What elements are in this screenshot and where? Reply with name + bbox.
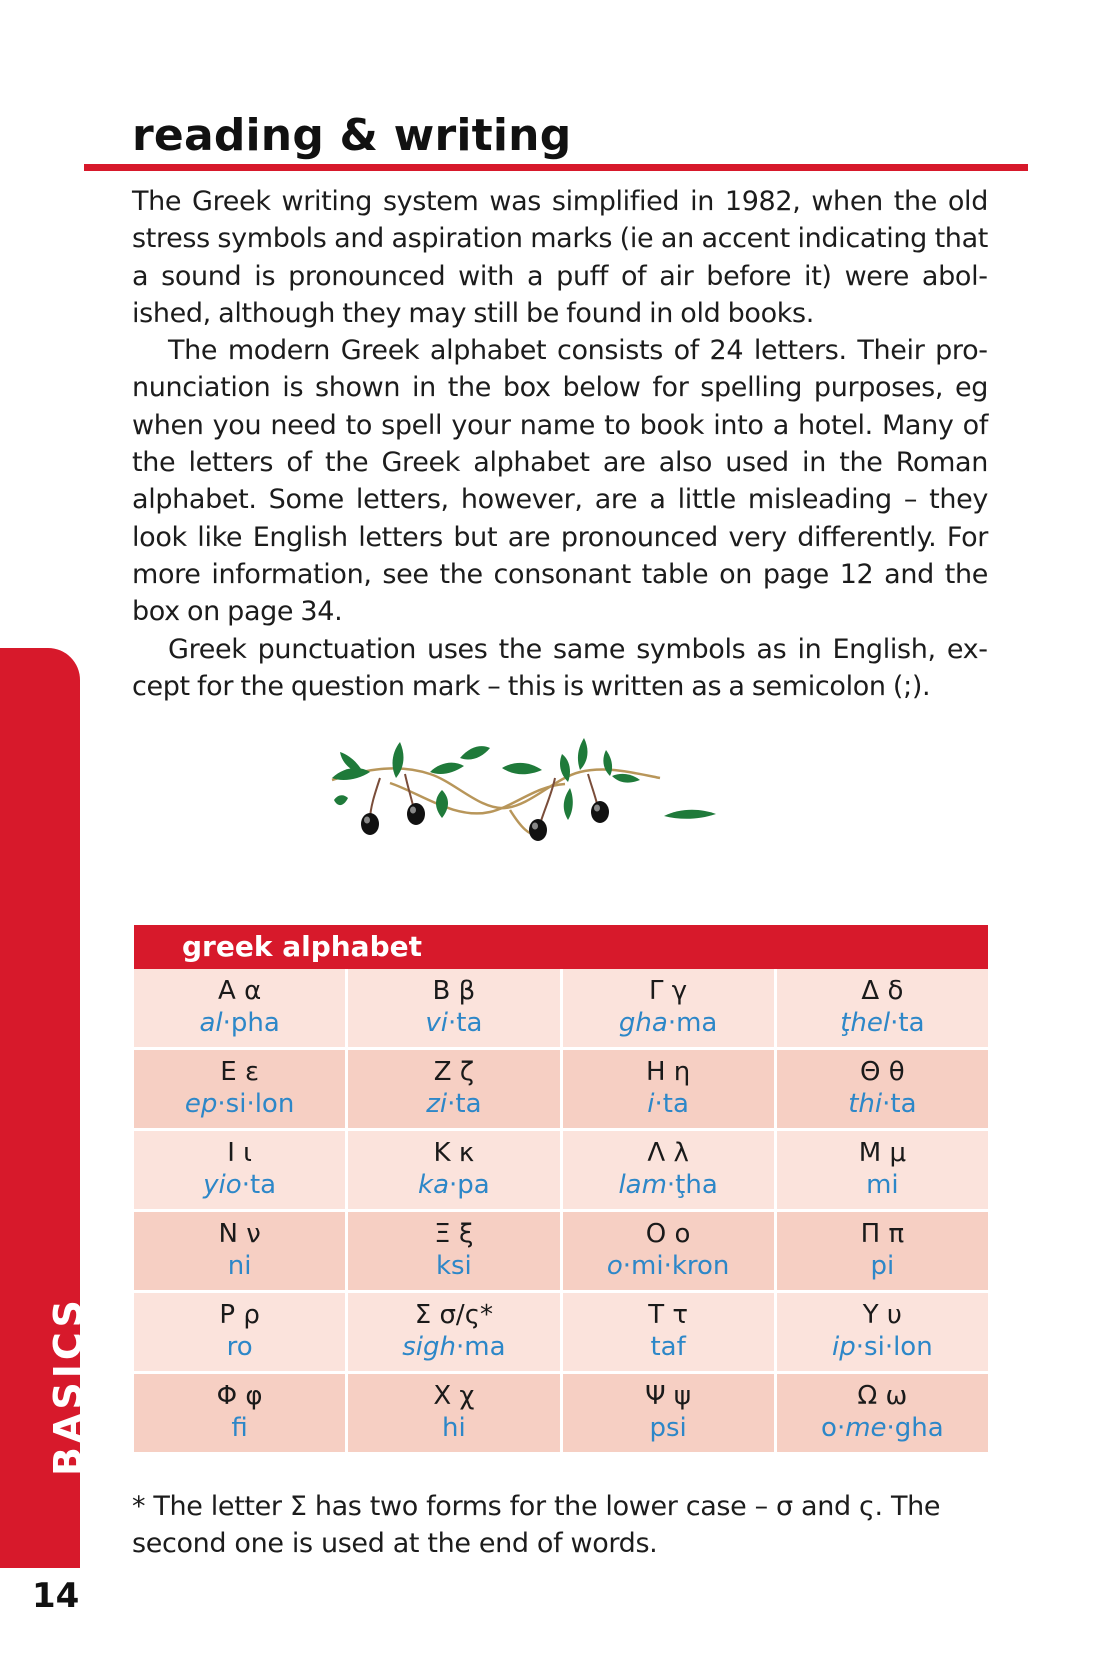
greek-letter: Χ χ: [433, 1381, 475, 1411]
pronunciation: [348, 1412, 559, 1444]
greek-letter: Π π: [860, 1219, 905, 1249]
greek-alphabet-title: greek alphabet: [134, 925, 988, 969]
pronunciation: [777, 1250, 988, 1282]
letter-cell: [563, 1212, 774, 1290]
pronunciation: [134, 1250, 345, 1282]
greek-letter: Η η: [645, 1057, 691, 1087]
letter-cell: [777, 1050, 988, 1128]
pronunciation: [348, 1088, 559, 1120]
letter-cell: [348, 1374, 559, 1452]
stressed-syllable: vi: [425, 1008, 448, 1038]
letter-cell: [348, 1293, 559, 1371]
letter-cell: [134, 1131, 345, 1209]
paragraph-1: The Greek writing system was simplified in 1982, when the old stress symbols and aspiration marks (ie an accent indicating that a sound is pronounced with a puff of air before it) were abolished, although they may still be found in old books.: [132, 186, 988, 329]
letter-cell: [563, 1293, 774, 1371]
greek-letter: Α α: [218, 976, 262, 1006]
greek-letter: Ι ι: [227, 1138, 252, 1168]
greek-letter: Ζ ζ: [433, 1057, 474, 1087]
pronunciation: [134, 1412, 345, 1444]
paragraph-2: The modern Greek alphabet consists of 24 letters. Their pronunciation is shown in the box below for spelling purposes, eg when you need to spell your name to book into a hotel. Many of the letters of the Greek alphabet are also used in the Roman alphabet. Some letters, however, are a little misleading – they look like English letters but are pronounced very differently. For more information, see the consonant table on page 12 and the box on page 34.: [132, 335, 988, 628]
unstressed-syllables: ·ta: [447, 1008, 483, 1038]
unstressed-syllables: fi: [231, 1413, 248, 1443]
pronunciation: [777, 1007, 988, 1039]
stressed-syllable: ip: [832, 1332, 856, 1362]
pronunciation: [563, 1169, 774, 1201]
unstressed-syllables: ·si·lon: [217, 1089, 295, 1119]
greek-letter: Γ γ: [649, 976, 688, 1006]
unstressed-syllables: ·ta: [890, 1008, 925, 1038]
greek-alphabet-grid: [134, 969, 988, 1452]
unstressed-syllables: ·mi·kron: [622, 1251, 730, 1281]
greek-letter: Ξ ξ: [434, 1219, 474, 1249]
greek-letter: Θ θ: [860, 1057, 905, 1087]
greek-letter: Ψ ψ: [645, 1381, 692, 1411]
letter-cell: [134, 969, 345, 1047]
letter-cell: [563, 969, 774, 1047]
letter-cell: [134, 1212, 345, 1290]
greek-letter: Σ σ/ς*: [414, 1300, 493, 1330]
greek-letter: Ω ω: [857, 1381, 908, 1411]
unstressed-syllables: ·ta: [882, 1089, 917, 1119]
unstressed-syllables: ni: [227, 1251, 252, 1281]
greek-alphabet-box: [134, 925, 988, 1452]
greek-letter: Κ κ: [433, 1138, 475, 1168]
pronunciation: [134, 1169, 345, 1201]
unstressed-syllables: ·pa: [449, 1170, 490, 1200]
stressed-syllable: i: [647, 1089, 655, 1119]
unstressed-syllables: mi: [866, 1170, 899, 1200]
page-number: 14: [32, 1576, 80, 1616]
unstressed-syllables: ·ta: [447, 1089, 482, 1119]
stressed-syllable: yio: [203, 1170, 242, 1200]
pronunciation: [134, 1331, 345, 1363]
pronunciation: [563, 1250, 774, 1282]
pronunciation: [348, 1250, 559, 1282]
unstressed-syllables: ·pha: [222, 1008, 280, 1038]
pronunciation: [777, 1412, 988, 1444]
letter-cell: [563, 1374, 774, 1452]
letter-cell: [777, 1374, 988, 1452]
greek-letter: Υ υ: [862, 1300, 902, 1330]
stressed-syllable: sigh: [402, 1332, 456, 1362]
side-tab-label: BASICS: [46, 1296, 90, 1476]
pronunciation: [563, 1007, 774, 1039]
unstressed-syllables: ·ta: [654, 1089, 689, 1119]
unstressed-syllables: ·ţha: [666, 1170, 718, 1200]
unstressed-syllables: ·si·lon: [855, 1332, 933, 1362]
unstressed-syllables: ro: [226, 1332, 253, 1362]
stressed-syllable: zi: [426, 1089, 448, 1119]
letter-cell: [777, 1212, 988, 1290]
stressed-syllable: al: [199, 1008, 223, 1038]
letter-cell: [348, 969, 559, 1047]
stressed-syllable: ka: [418, 1170, 450, 1200]
stressed-syllable: lam: [618, 1170, 667, 1200]
greek-letter: Δ δ: [861, 976, 904, 1006]
pronunciation: [134, 1007, 345, 1039]
unstressed-syllables: hi: [442, 1413, 466, 1443]
greek-letter: Μ μ: [858, 1138, 906, 1168]
pronunciation: [563, 1088, 774, 1120]
letter-cell: [134, 1293, 345, 1371]
stressed-syllable: gha: [618, 1008, 668, 1038]
letter-cell: [134, 1050, 345, 1128]
heading-rule: [84, 164, 1028, 171]
pronunciation: [348, 1169, 559, 1201]
greek-letter: Τ τ: [648, 1300, 689, 1330]
pronunciation: [348, 1331, 559, 1363]
letter-cell: [777, 969, 988, 1047]
unstressed-syllables: ·ta: [241, 1170, 277, 1200]
letter-cell: [777, 1293, 988, 1371]
greek-letter: Ε ε: [220, 1057, 259, 1087]
pronunciation: [563, 1331, 774, 1363]
letter-cell: [134, 1374, 345, 1452]
greek-letter: Ρ ρ: [219, 1300, 260, 1330]
pronunciation: [134, 1088, 345, 1120]
olive-branch-illustration: [330, 738, 760, 878]
footnote: * The letter Σ has two forms for the lower case – σ and ς. The second one is used at the end of words.: [132, 1491, 941, 1559]
stressed-syllable: ţhel: [840, 1008, 891, 1038]
unstressed-syllables: psi: [649, 1413, 687, 1443]
pronunciation: [777, 1169, 988, 1201]
pronunciation: [777, 1331, 988, 1363]
unstressed-syllables: pi: [870, 1251, 895, 1281]
letter-cell: [348, 1050, 559, 1128]
unstressed-syllables: o·me·gha: [821, 1413, 944, 1443]
unstressed-syllables: ·ma: [455, 1332, 506, 1362]
unstressed-syllables: taf: [650, 1332, 686, 1362]
letter-cell: [348, 1212, 559, 1290]
greek-letter: Φ φ: [216, 1381, 263, 1411]
letter-cell: [563, 1050, 774, 1128]
pronunciation: [348, 1007, 559, 1039]
stressed-syllable: thi: [848, 1089, 883, 1119]
letter-cell: [348, 1131, 559, 1209]
letter-cell: [777, 1131, 988, 1209]
greek-letter: Β β: [432, 976, 476, 1006]
body-text: [132, 183, 988, 705]
paragraph-3: Greek punctuation uses the same symbols as in English, except for the question mark – this is written as a semicolon (;).: [132, 633, 988, 702]
pronunciation: [777, 1088, 988, 1120]
unstressed-syllables: ksi: [435, 1251, 472, 1281]
letter-cell: [563, 1131, 774, 1209]
unstressed-syllables: ·ma: [667, 1008, 718, 1038]
stressed-syllable: ep: [184, 1089, 218, 1119]
stressed-syllable: o: [606, 1251, 623, 1281]
pronunciation: [563, 1412, 774, 1444]
greek-letter: Ν ν: [218, 1219, 261, 1249]
section-heading: reading & writing: [132, 110, 572, 161]
greek-letter: Ο ο: [645, 1219, 691, 1249]
greek-letter: Λ λ: [647, 1138, 689, 1168]
